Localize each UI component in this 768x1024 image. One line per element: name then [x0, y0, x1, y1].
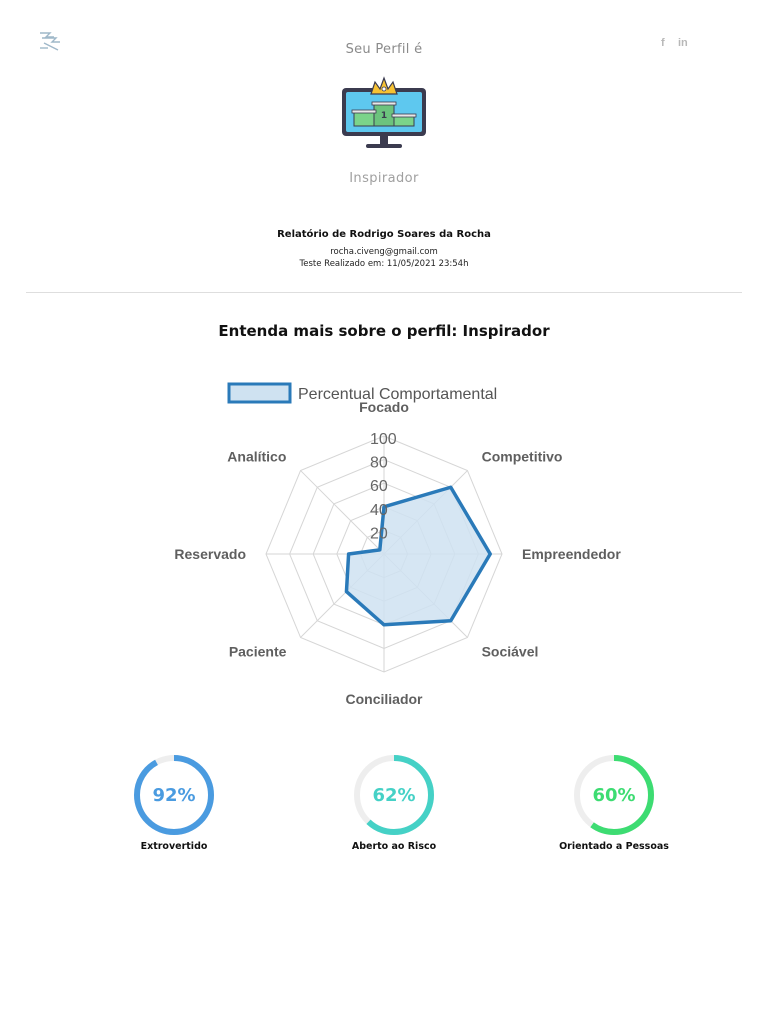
- r-tick-label: 60: [370, 478, 388, 496]
- category-label: Focado: [359, 399, 409, 415]
- gauge-value: 60%: [592, 785, 636, 806]
- section-title: Entenda mais sobre o perfil: Inspirador: [218, 322, 550, 340]
- legend-swatch: [229, 384, 290, 402]
- category-label: Reservado: [174, 546, 246, 562]
- r-tick-label: 80: [370, 454, 388, 472]
- radar-chart: [0, 370, 768, 710]
- gauge-label: Aberto ao Risco: [351, 841, 437, 852]
- data-point: [383, 623, 386, 626]
- category-label: Empreendedor: [522, 546, 621, 562]
- profile-subtitle: Seu Perfil é: [345, 42, 423, 57]
- profile-name: Inspirador: [349, 171, 419, 186]
- legend-label: Percentual Comportamental: [298, 386, 498, 403]
- gauge: [569, 750, 659, 840]
- r-tick-label: 40: [370, 501, 388, 519]
- gauge-label: Extrovertido: [140, 841, 208, 852]
- data-point: [449, 486, 452, 489]
- gauge: [129, 750, 219, 840]
- category-label: Paciente: [228, 643, 287, 660]
- series-area: [346, 487, 490, 625]
- divider: [26, 292, 742, 293]
- linkedin-icon[interactable]: in: [678, 37, 688, 49]
- data-point: [347, 553, 350, 556]
- data-point: [449, 619, 452, 622]
- trophy-podium-monitor-icon: [338, 74, 430, 152]
- data-point: [489, 553, 492, 556]
- report-title: Relatório de Rodrigo Soares da Rocha: [277, 229, 491, 240]
- svg-text:1: 1: [380, 111, 388, 121]
- report-email: rocha.civeng@gmail.com: [330, 247, 438, 257]
- data-point: [345, 590, 348, 593]
- gauge: [349, 750, 439, 840]
- category-label: Conciliador: [345, 691, 423, 707]
- gauge-label: Orientado a Pessoas: [559, 841, 669, 852]
- category-label: Sociável: [481, 643, 539, 660]
- data-point: [378, 548, 381, 551]
- r-tick-label: 20: [370, 525, 388, 543]
- gauge-value: 62%: [372, 785, 416, 806]
- category-label: Competitivo: [481, 448, 563, 465]
- r-tick-label: 100: [370, 431, 397, 448]
- gauge-value: 92%: [152, 785, 196, 806]
- category-label: Analítico: [227, 448, 287, 465]
- report-test-date: Teste Realizado em: 11/05/2021 23:54h: [299, 259, 469, 269]
- facebook-icon[interactable]: f: [661, 37, 665, 49]
